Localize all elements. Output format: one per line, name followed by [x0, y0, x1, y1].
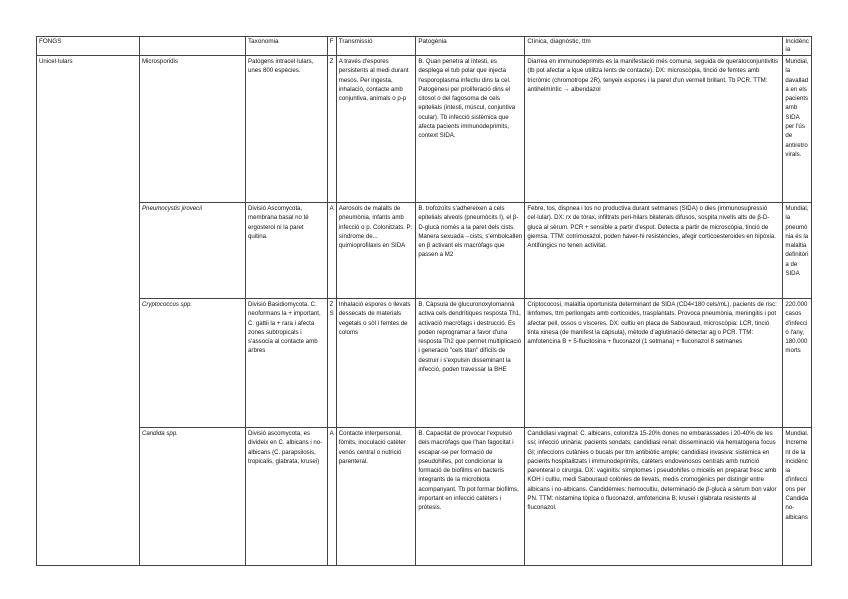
- pathogenesis-cell: B. Càpsula de glucuronoxylomannà activa cels dendrítiques resposta Th1, activació macròfags i destrucció. Es poden reprogramar a favor d'una resposta Th2 que permet multiplicació i generació "cels titan" difícils de destruir i s'expulsin disseminant la infecció, poden travessar la BHE: [416, 299, 525, 428]
- pathogenesis-cell: B. trofozoïts s'adhereixen a cels epitelials alveols (pneumòcits I), el β-D-glucà nomès a la paret dels cists. Manera sexuada→cists, s'embolcallen en β activant els macròfags que passen a M2: [416, 203, 525, 299]
- group-cell: Unicel·lulars: [37, 56, 140, 566]
- header-species: [139, 37, 245, 56]
- incidence-cell: Mundial. Increment de la incidència d'infeccions per Candida no-albicans: [783, 428, 812, 566]
- header-row: [37, 37, 812, 56]
- header-f: F: [327, 37, 336, 56]
- species-cell: Pneumocystis jirovecii: [139, 203, 245, 299]
- incidence-cell: 220.000 casos d'infecció l'any, 180.000 morts: [783, 299, 812, 428]
- header-clinical: Clínica, diagnòstic, ttm: [525, 37, 783, 56]
- transmission-cell: A través d'espores persistents al medi durant mesos. Per ingesta, inhalació, contacte amb conjuntiva, animals o p-p: [336, 56, 416, 203]
- taxonomy-cell: Divisió Basidiomycota. C. neoformans la + important, C. gattii la + rara i afecta zones subtropicals i s'associa al contacte amb arbres: [246, 299, 328, 428]
- header-fongs: FONGS: [37, 37, 140, 56]
- taxonomy-cell: Divisió Ascomycota, membrana basal no té ergosterol ni la paret quitina.: [246, 203, 328, 299]
- taxonomy-cell: Divisió ascomycota, es divideix en C. albicans i no-albicans (C. parapsilosis, tropicalis, glabrata, krusei): [246, 428, 328, 566]
- species-cell: Cryptococcus spp.: [139, 299, 245, 428]
- transmission-cell: Contacte interpersonal, fòmits, inoculació catèter venós central o nutrició parenteral.: [336, 428, 416, 566]
- incidence-cell: Mundial, la davallada en els pacients amb SIDA per l'ús de antiretrovirals.: [783, 56, 812, 203]
- header-transmission: Transmissió: [336, 37, 416, 56]
- pathogenesis-cell: B. Quan penetra al intesti, es desplega el tub polar que injecta l'esporoplasma infectiu dins la cel. Patogènesi per proliferació dins el citosol o del fagosoma de cels epitelials (intesti, múscul, conjuntiva ocular). Tb infecció sistèmica que afecta pacients immunodeprimits, context SIDA.: [416, 56, 525, 203]
- header-incidence: Incidència: [783, 37, 812, 56]
- clinical-cell: Diarrea en immunodeprimits es la manifestació més comuna, seguida de queratoconjuntivitis (tb pot afectar a lque utilitza lents de contacte). DX: microscòpia, tinció de femtes amb tricròmic (chromotrope 2R), tenyeix espores i la paret d'un vermell brillant. Tb PCR. TTM: antihelmíntic → albendazol: [525, 56, 783, 203]
- transmission-cell: Inhalació espores o llevats dessecats de materials vegetals o sòl i femtes de coloms: [336, 299, 416, 428]
- f-cell: A: [327, 428, 336, 566]
- f-cell: Z S: [327, 299, 336, 428]
- clinical-cell: Candidiasi vaginal: C. albicans, colonitza 15-20% dones no embarassades i 20-40% de les ssi; infecció urinària: pacients sondats; candidiasi renal: disseminació via hematògena focus GI; infeccions cutànies o bucals per ttm antibiòtic ample; candidiasi invasiva: sistèmica en pacients hospitalitzats i immunodeprimits, catèters endovenosos centrals amb nutrició parenteral o cirurgia. DX: vaginitis: símptomes i pseudohifes o micelis en preparat fresc amb KOH i cultiu, medi Sabouraud colònies de llevats, medis cromogènics per distingir entre albicans i no-albicans. Candidèmies: hemocultiu, determinació de β-glucà a sèrum bon valor PN. TTM: nistamina tòpica o fluconazol, amfotericina B; krusei i glabrata resistents al fluconazol.: [525, 428, 783, 566]
- taxonomy-cell: Patògens intracel·lulars, unes 800 espècies.: [246, 56, 328, 203]
- table-row: [37, 428, 812, 566]
- header-taxonomy: Taxonomia: [246, 37, 328, 56]
- species-cell: Candida spp.: [139, 428, 245, 566]
- pathogenesis-cell: B. Capacitat de provocar l'expulsió dels macròfags que l'han fagocitat i escapar-se per formació de pseudohifes, pot condicionar la formació de biofilms en bacteris integrants de la microbiota acompanyant. Tb pot formar biofilms, important en infecció catèters i pròtesis.: [416, 428, 525, 566]
- transmission-cell: Aerosols de malalts de pneumònia, infants amb infecció o p. Colonitzats. P: síndrome de... quimioprofilaxis en SIDA: [336, 203, 416, 299]
- fungi-table: [36, 36, 812, 566]
- table-row: [37, 299, 812, 428]
- species-cell: Microsporidis: [139, 56, 245, 203]
- table-row: [37, 56, 812, 203]
- table-row: [37, 203, 812, 299]
- incidence-cell: Mundial, la pneumònia és la malaltia definitòria de SIDA: [783, 203, 812, 299]
- f-cell: Z: [327, 56, 336, 203]
- f-cell: A: [327, 203, 336, 299]
- clinical-cell: Febre, tos, dispnea i tos no productiva durant setmanes (SIDA) o dies (immunosupressió cel·lular). DX: rx de tòrax, infiltrats peri-hilars bilaterals difusos, sospita nivells alts de β-D-glucà al sèrum. PCR + sensible a partir d'esput. Detecta a partir de microscòpia, tinció de giemsa. TTM: cotrimoxazol, poden haver-hi resistències, afegir corticoesteroides en hipòxia. Antifúngics no tenen activitat.: [525, 203, 783, 299]
- clinical-cell: Criptococosi, malaltia oportunista determinant de SIDA (CD4<180 cels/mL), pacients de risc: limfomes, ttm perllongats amb corticoides, trasplantats. Provoca pneumònia, meningitis i pot afectar pell, ossos o vísceres. DX: cultiu en placa de Sabouraud, microscòpia: LCR, tinció tinta xinesa (de manifest la càpsula), mètode d'aglutinació detectar ag o PCR. TTM: amfotericina B + 5-flucitosina + fluconazol (1 setmana) + fluconazol 8 setmanes: [525, 299, 783, 428]
- header-pathogenesis: Patogènia: [416, 37, 525, 56]
